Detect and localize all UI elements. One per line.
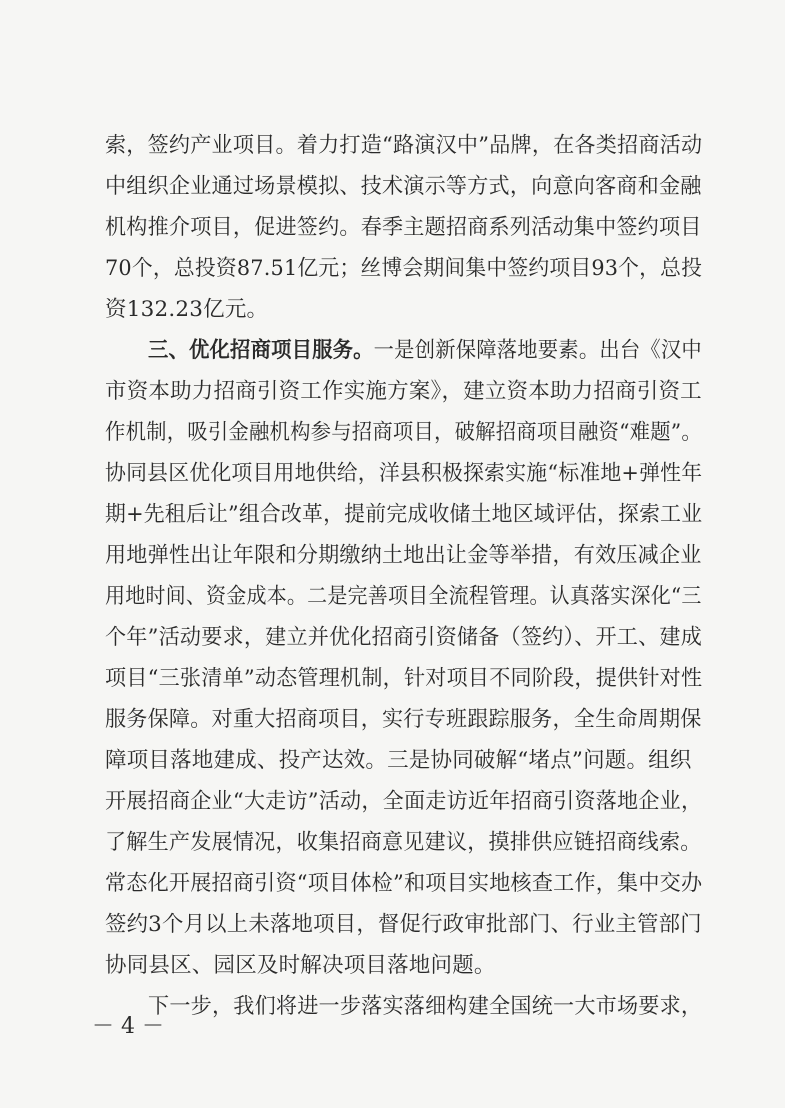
paragraph-line: 项目“三张清单”动态管理机制，针对项目不同阶段，提供针对性 [105,666,703,691]
paragraph-line: 个年”活动要求，建立并优化招商引资储备（签约）、开工、建成 [105,625,703,650]
paragraph-line: 用地弹性出让年限和分期缴纳土地出让金等举措，有效压减企业 [105,543,702,568]
paragraph-line: 资132.23亿元。 [105,297,269,322]
paragraph-line: 70个，总投资87.51亿元；丝博会期间集中签约项目93个，总投 [105,256,703,281]
page-number: － 4 － [92,1014,164,1039]
paragraph-line: 期+先租后让”组合改革，提前完成收储土地区域评估，探索工业 [105,502,703,527]
paragraph-line: 开展招商企业“大走访”活动，全面走访近年招商引资落地企业， [105,789,703,814]
paragraph-line: 中组织企业通过场景模拟、技术演示等方式，向意向客商和金融 [105,174,702,199]
paragraph-line: 索，签约产业项目。着力打造“路演汉中”品牌，在各类招商活动 [105,133,703,158]
paragraph-line: 机构推介项目，促进签约。春季主题招商系列活动集中签约项目 [105,215,702,240]
paragraph-line: 作机制，吸引金融机构参与招商项目，破解招商项目融资“难题”。 [105,420,702,445]
section-text: 一是创新保障落地要素。出台《汉中 [373,338,702,363]
paragraph-line: 常态化开展招商引资“项目体检”和项目实地核查工作，集中交办 [105,871,703,896]
paragraph-line: 用地时间、资金成本。二是完善项目全流程管理。认真落实深化“三 [105,584,702,609]
paragraph-line: 协同县区、园区及时解决项目落地问题。 [105,953,496,978]
paragraph-line: 障项目落地建成、投产达效。三是协同破解“堵点”问题。组织 [105,748,692,773]
paragraph-line: 协同县区优化项目用地供给，洋县积极探索实施“标准地+弹性年 [105,461,703,486]
paragraph-line: 市资本助力招商引资工作实施方案》，建立资本助力招商引资工 [105,379,702,404]
paragraph-line: 了解生产发展情况，收集招商意见建议，摸排供应链招商线索。 [105,830,702,855]
section-heading-line [148,336,702,366]
paragraph-line: 下一步，我们将进一步落实落细构建全国统一大市场要求， [148,994,703,1019]
section-heading: 三、优化招商项目服务。 [148,338,374,363]
paragraph-line: 签约3个月以上未落地项目，督促行政审批部门、行业主管部门 [105,912,702,937]
paragraph-line: 服务保障。对重大招商项目，实行专班跟踪服务，全生命周期保 [105,707,702,732]
